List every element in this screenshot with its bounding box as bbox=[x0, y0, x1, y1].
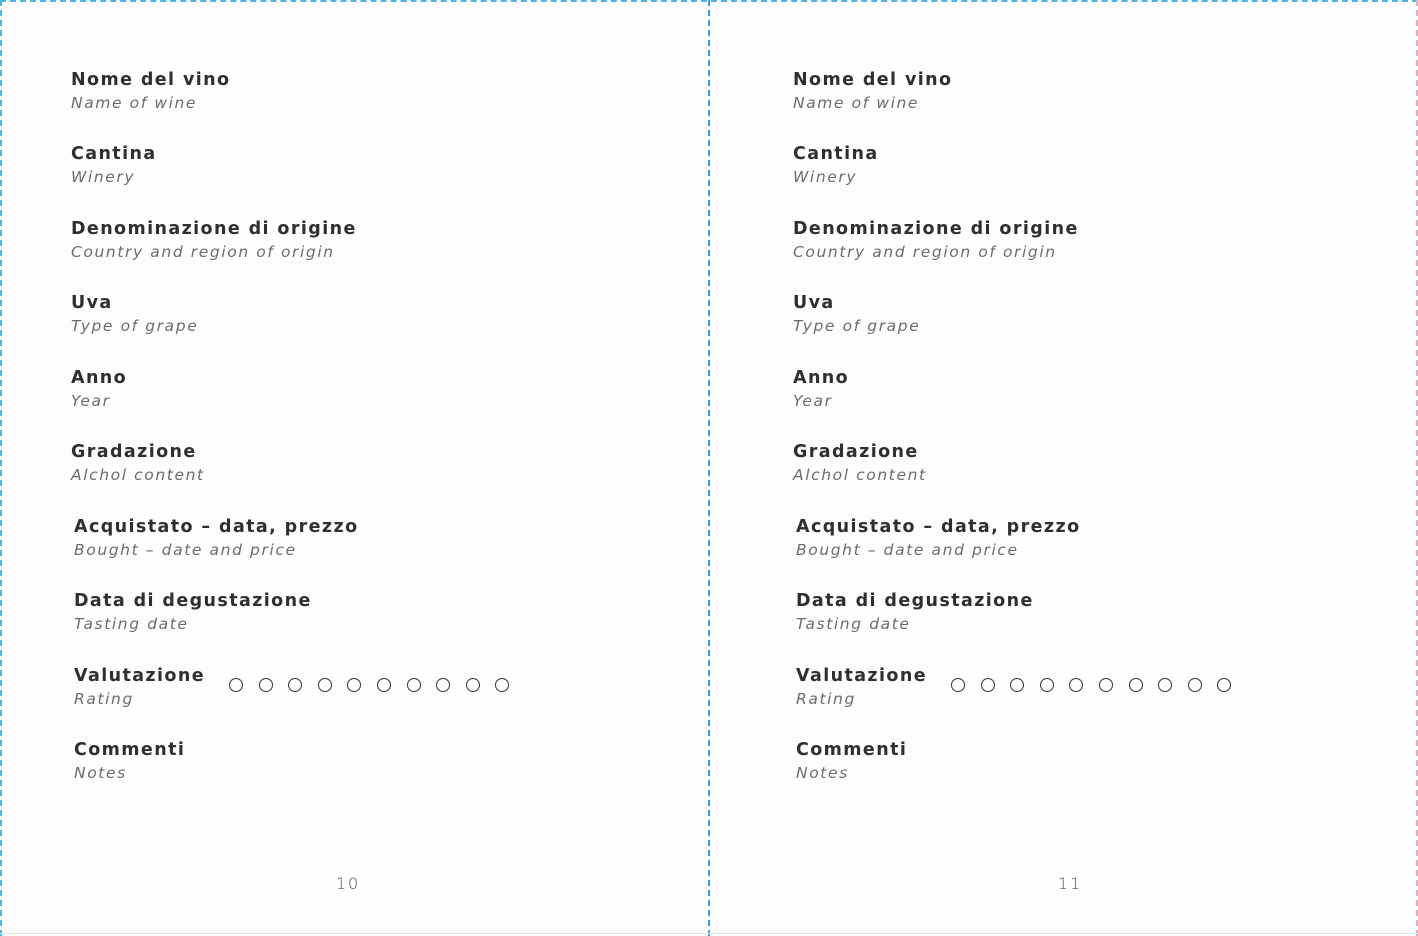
rating-circle[interactable] bbox=[1129, 678, 1143, 692]
field-sublabel: Name of wine bbox=[793, 94, 920, 112]
field-label: Cantina bbox=[71, 144, 157, 164]
rating-circles bbox=[229, 678, 525, 692]
field-grape bbox=[793, 292, 920, 337]
field-alcohol bbox=[71, 441, 205, 486]
rating-circle[interactable] bbox=[1040, 678, 1054, 692]
field-sublabel: Type of grape bbox=[793, 317, 921, 335]
field-sublabel: Type of grape bbox=[71, 317, 199, 335]
field-label: Gradazione bbox=[793, 442, 919, 462]
field-sublabel: Notes bbox=[74, 764, 127, 782]
rating-circle[interactable] bbox=[1217, 678, 1231, 692]
field-sublabel: Country and region of origin bbox=[793, 243, 1057, 261]
rating-circle[interactable] bbox=[1158, 678, 1172, 692]
rating-circle[interactable] bbox=[951, 678, 965, 692]
page-number: 11 bbox=[1057, 874, 1083, 893]
field-sublabel: Alchol content bbox=[793, 466, 927, 484]
field-label: Valutazione bbox=[74, 666, 205, 686]
field-tasting-date bbox=[796, 590, 1034, 635]
field-sublabel: Bought – date and price bbox=[796, 541, 1019, 559]
field-label: Cantina bbox=[793, 144, 879, 164]
field-winery bbox=[793, 143, 879, 188]
rating-circle[interactable] bbox=[495, 678, 509, 692]
field-winery bbox=[71, 143, 157, 188]
field-label: Data di degustazione bbox=[796, 591, 1034, 611]
rating-circle[interactable] bbox=[259, 678, 273, 692]
rating-circle[interactable] bbox=[288, 678, 302, 692]
field-sublabel: Winery bbox=[71, 168, 136, 186]
field-bought bbox=[796, 516, 1081, 561]
rating-circle[interactable] bbox=[407, 678, 421, 692]
field-sublabel: Tasting date bbox=[74, 615, 189, 633]
field-rating bbox=[74, 665, 205, 710]
field-label: Uva bbox=[793, 293, 835, 313]
field-label: Denominazione di origine bbox=[793, 219, 1079, 239]
rating-circle[interactable] bbox=[1099, 678, 1113, 692]
field-label: Gradazione bbox=[71, 442, 197, 462]
right-page bbox=[722, 0, 1418, 936]
rating-circle[interactable] bbox=[466, 678, 480, 692]
rating-circle[interactable] bbox=[347, 678, 361, 692]
field-tasting-date bbox=[74, 590, 312, 635]
rating-circle[interactable] bbox=[1188, 678, 1202, 692]
field-label: Anno bbox=[793, 368, 850, 388]
rating-circle[interactable] bbox=[318, 678, 332, 692]
field-notes bbox=[796, 739, 907, 784]
field-grape bbox=[71, 292, 198, 337]
rating-circle[interactable] bbox=[229, 678, 243, 692]
rating-circle[interactable] bbox=[436, 678, 450, 692]
field-label: Acquistato – data, prezzo bbox=[74, 517, 359, 537]
field-sublabel: Tasting date bbox=[796, 615, 911, 633]
field-wine-name bbox=[71, 69, 230, 114]
field-notes bbox=[74, 739, 185, 784]
field-sublabel: Rating bbox=[74, 690, 134, 708]
field-label: Nome del vino bbox=[793, 70, 953, 90]
field-rating bbox=[796, 665, 927, 710]
field-origin bbox=[793, 218, 1079, 263]
field-year bbox=[71, 367, 127, 412]
field-bought bbox=[74, 516, 359, 561]
field-sublabel: Name of wine bbox=[71, 94, 198, 112]
field-label: Nome del vino bbox=[71, 70, 231, 90]
field-sublabel: Country and region of origin bbox=[71, 243, 335, 261]
field-label: Commenti bbox=[796, 740, 908, 760]
field-year bbox=[793, 367, 849, 412]
field-label: Valutazione bbox=[796, 666, 927, 686]
page-number: 10 bbox=[335, 874, 361, 893]
field-sublabel: Year bbox=[793, 392, 833, 410]
field-label: Uva bbox=[71, 293, 113, 313]
field-sublabel: Bought – date and price bbox=[74, 541, 297, 559]
field-label: Data di degustazione bbox=[74, 591, 312, 611]
field-sublabel: Alchol content bbox=[71, 466, 205, 484]
field-label: Commenti bbox=[74, 740, 186, 760]
field-wine-name bbox=[793, 69, 952, 114]
field-label: Denominazione di origine bbox=[71, 219, 357, 239]
field-sublabel: Year bbox=[71, 392, 111, 410]
rating-circle[interactable] bbox=[1069, 678, 1083, 692]
rating-circle[interactable] bbox=[981, 678, 995, 692]
field-alcohol bbox=[793, 441, 927, 486]
field-sublabel: Winery bbox=[793, 168, 858, 186]
field-sublabel: Notes bbox=[796, 764, 849, 782]
field-sublabel: Rating bbox=[796, 690, 856, 708]
field-label: Anno bbox=[71, 368, 128, 388]
rating-circles bbox=[951, 678, 1247, 692]
rating-circle[interactable] bbox=[377, 678, 391, 692]
field-origin bbox=[71, 218, 357, 263]
rating-circle[interactable] bbox=[1010, 678, 1024, 692]
field-label: Acquistato – data, prezzo bbox=[796, 517, 1081, 537]
